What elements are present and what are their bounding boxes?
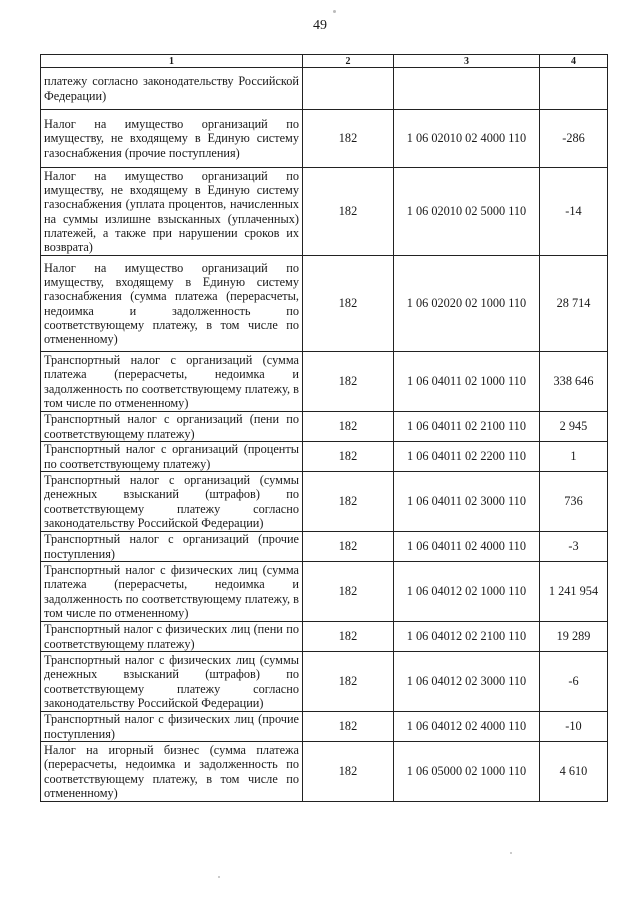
amount-cell: 338 646 [540,352,608,412]
budget-code-cell: 1 06 04012 02 4000 110 [394,712,540,742]
revenue-table [40,54,608,802]
tax-name-cell: Транспортный налог с физических лиц (прочие поступления) [41,712,303,742]
admin-code-cell [303,68,394,110]
budget-code-cell: 1 06 04011 02 2200 110 [394,442,540,472]
table-row [41,652,608,712]
table-row [41,622,608,652]
tax-name-cell: Транспортный налог с физических лиц (суммы денежных взысканий (штрафов) по соответствующему платежу согласно законодательству Российской Федерации) [41,652,303,712]
tax-name-cell: Транспортный налог с организаций (пени по соответствующему платежу) [41,412,303,442]
table-row [41,532,608,562]
tax-name-cell: Транспортный налог с физических лиц (пени по соответствующему платежу) [41,622,303,652]
tax-name-cell: Транспортный налог с организаций (прочие поступления) [41,532,303,562]
tax-name-cell: Транспортный налог с организаций (проценты по соответствующему платежу) [41,442,303,472]
tax-name-cell: Налог на имущество организаций по имуществу, входящему в Единую систему газоснабжения (сумма платежа (перерасчеты, недоимка и задолженность по соответствующему платежу, в том числе по отмененному) [41,256,303,352]
budget-code-cell: 1 06 04012 02 1000 110 [394,562,540,622]
tax-name-cell: Транспортный налог с организаций (суммы денежных взысканий (штрафов) по соответствующему платежу согласно законодательству Российской Федерации) [41,472,303,532]
amount-cell: 1 [540,442,608,472]
budget-code-cell: 1 06 04011 02 3000 110 [394,472,540,532]
budget-code-cell: 1 06 04012 02 2100 110 [394,622,540,652]
admin-code-cell: 182 [303,168,394,256]
tax-name-cell: Налог на имущество организаций по имуществу, не входящему в Единую систему газоснабжения (прочие поступления) [41,110,303,168]
amount-cell [540,68,608,110]
amount-cell: 736 [540,472,608,532]
table-row [41,742,608,802]
amount-cell: 4 610 [540,742,608,802]
header-cell: 4 [540,55,608,68]
admin-code-cell: 182 [303,412,394,442]
page-number-text: 49 [313,18,327,33]
table-row [41,168,608,256]
admin-code-cell: 182 [303,652,394,712]
admin-code-cell: 182 [303,562,394,622]
budget-code-cell: 1 06 04012 02 3000 110 [394,652,540,712]
table-row [41,442,608,472]
admin-code-cell: 182 [303,472,394,532]
tax-name-cell: Транспортный налог с организаций (сумма платежа (перерасчеты, недоимка и задолженность по соответствующему платежу, в том числе по отмененному) [41,352,303,412]
budget-code-cell: 1 06 04011 02 1000 110 [394,352,540,412]
table-row [41,256,608,352]
admin-code-cell: 182 [303,442,394,472]
tax-name-cell: Налог на игорный бизнес (сумма платежа (перерасчеты, недоимка и задолженность по соответствующему платежу, в том числе по отмененному) [41,742,303,802]
table-row [41,562,608,622]
table-row [41,712,608,742]
budget-code-cell [394,68,540,110]
header-cell: 1 [41,55,303,68]
page-number [0,18,640,34]
amount-cell: 1 241 954 [540,562,608,622]
tax-name-cell: Налог на имущество организаций по имуществу, не входящему в Единую систему газоснабжения (уплата процентов, начисленных на суммы излишне взысканных (уплаченных) платежей, а также при нарушении сроков их возврата) [41,168,303,256]
table-row [41,472,608,532]
admin-code-cell: 182 [303,622,394,652]
table-row [41,352,608,412]
scan-speck [333,10,336,13]
amount-cell: -14 [540,168,608,256]
admin-code-cell: 182 [303,712,394,742]
budget-code-cell: 1 06 05000 02 1000 110 [394,742,540,802]
scan-speck [218,876,220,878]
admin-code-cell: 182 [303,352,394,412]
admin-code-cell: 182 [303,532,394,562]
budget-code-cell: 1 06 02010 02 5000 110 [394,168,540,256]
amount-cell: 19 289 [540,622,608,652]
table-row [41,68,608,110]
header-cell: 3 [394,55,540,68]
amount-cell: -286 [540,110,608,168]
amount-cell: -10 [540,712,608,742]
scan-speck [510,852,512,854]
amount-cell: -6 [540,652,608,712]
budget-code-cell: 1 06 02020 02 1000 110 [394,256,540,352]
admin-code-cell: 182 [303,742,394,802]
budget-code-cell: 1 06 04011 02 4000 110 [394,532,540,562]
amount-cell: 2 945 [540,412,608,442]
table-row [41,110,608,168]
table-header-row [41,55,608,68]
tax-name-cell: Транспортный налог с физических лиц (сумма платежа (перерасчеты, недоимка и задолженность по соответствующему платежу, в том числе по отмененному) [41,562,303,622]
budget-code-cell: 1 06 04011 02 2100 110 [394,412,540,442]
amount-cell: -3 [540,532,608,562]
amount-cell: 28 714 [540,256,608,352]
admin-code-cell: 182 [303,256,394,352]
table-row [41,412,608,442]
admin-code-cell: 182 [303,110,394,168]
budget-code-cell: 1 06 02010 02 4000 110 [394,110,540,168]
tax-name-cell: платежу согласно законодательству Российской Федерации) [41,68,303,110]
header-cell: 2 [303,55,394,68]
